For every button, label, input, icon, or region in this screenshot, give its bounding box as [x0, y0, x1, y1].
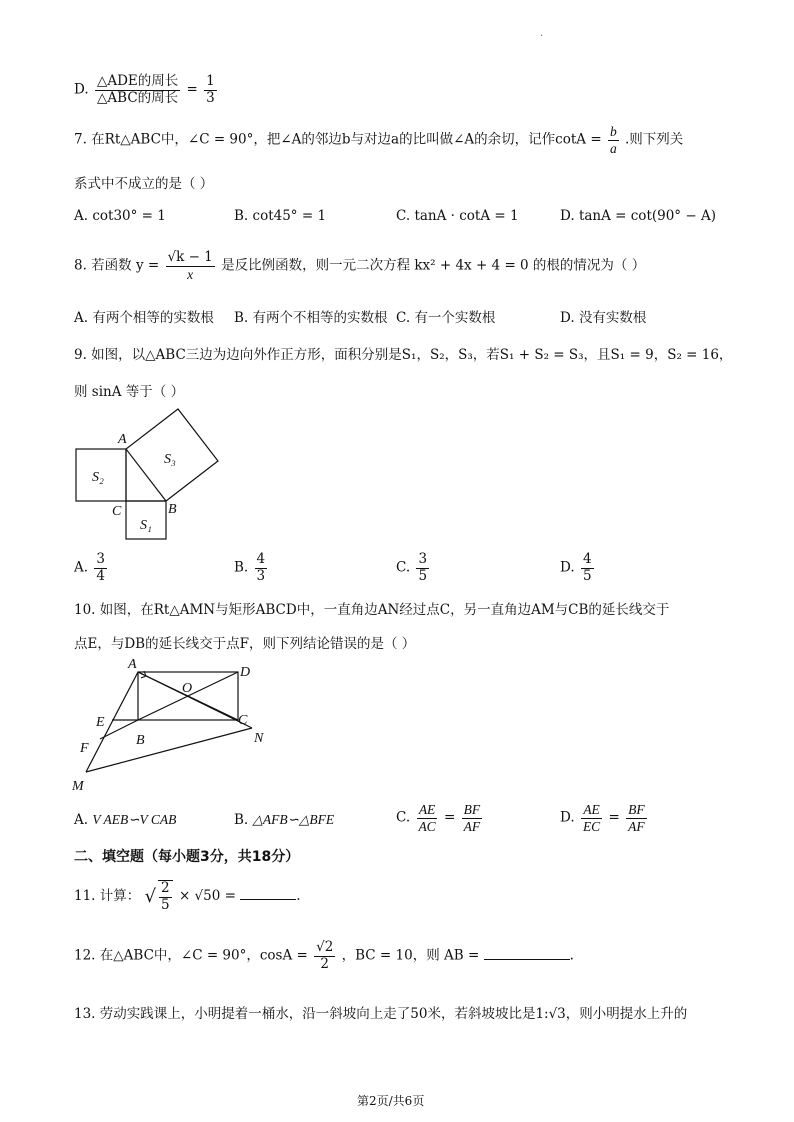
q7-option-d[interactable]: D. tanA = cot(90° − A): [560, 208, 716, 224]
page-number: 第2页/共6页: [357, 1094, 425, 1108]
label-a: A: [128, 657, 137, 672]
q11-answer-blank[interactable]: [240, 899, 296, 900]
q9-option-a[interactable]: A. $\frac{3}{4}$: [74, 551, 105, 584]
q8-stem: 8. 若函数 y = $\frac{√k - 1}{x}$ 是反比例函数，则一元二次方程 kx² + 4x + 4 = 0 的根的情况为（ ）: [74, 249, 646, 282]
label-b: B: [168, 502, 177, 517]
q6-option-d: D. $\frac{\text{△ADE的周长}}{\text{△ABC的周长}}$ = $\frac{1}{3}$: [74, 73, 215, 106]
label-a: A: [118, 432, 127, 447]
q7-option-a[interactable]: A. cot30° = 1: [74, 208, 166, 224]
q7-line2: 系式中不成立的是（ ）: [74, 176, 214, 192]
q9-option-d[interactable]: D. $\frac{4}{5}$: [560, 551, 592, 584]
q9-option-c[interactable]: C. $\frac{3}{5}$: [396, 551, 428, 584]
q7-option-c[interactable]: C. tanA · cotA = 1: [396, 208, 519, 224]
q10-option-c[interactable]: C. $\frac{AE}{AC}$ = $\frac{BF}{AF}$: [396, 802, 481, 834]
extension-db: [100, 720, 138, 739]
q12-answer-blank[interactable]: [484, 959, 570, 960]
q12-stem: 12. 在△ABC中，∠C = 90°，cosA = $\frac{√2}{2}$ ，BC = 10，则 AB = .: [74, 939, 574, 972]
q9-option-b[interactable]: B. $\frac{4}{3}$: [234, 551, 266, 584]
q11-stem: 11. 计算： √ $\frac{2}{5}$ × √50 = .: [74, 880, 301, 913]
label-s1: S₁: [140, 518, 152, 533]
q8-option-d[interactable]: D. 没有实数根: [560, 310, 647, 326]
side-mn: [86, 728, 252, 772]
q8-option-b[interactable]: B. 有两个不相等的实数根: [234, 310, 388, 326]
q7-line1: 7. 在Rt△ABC中，∠C = 90°，把∠A的邻边b与对边a的比叫做∠A的余切，记作cotA = $\frac{b}{a}$ .则下列关: [74, 124, 684, 156]
label-e: E: [96, 715, 105, 730]
q6-d-rhs: $\frac{1}{3}$: [206, 73, 215, 106]
q10-line1: 10. 如图，在Rt△AMN与矩形ABCD中，一直角边AN经过点C，另一直角边AM与CB的延长线交于: [74, 602, 670, 618]
header-mark: .: [540, 28, 544, 39]
q8-option-a[interactable]: A. 有两个相等的实数根: [74, 310, 214, 326]
label-o: O: [182, 681, 193, 696]
side-am: [86, 672, 138, 772]
label-s2: S₂: [92, 470, 104, 485]
q10-figure: [70, 656, 280, 796]
section-title: 二、填空题（每小题3分，共18分）: [74, 849, 300, 865]
q10-option-b[interactable]: B. △AFB∽△BFE: [234, 812, 335, 828]
label-c: C: [238, 713, 248, 728]
label-b: B: [136, 733, 145, 748]
q9-line1: 9. 如图，以△ABC三边为边向外作正方形，面积分别是S₁，S₂，S₃，若S₁ + S₂ = S₃，且S₁ = 9，S₂ = 16，: [74, 347, 733, 363]
label-d: D: [240, 665, 251, 680]
label-n: N: [254, 731, 264, 746]
label-c: C: [112, 504, 122, 519]
q13-stem: 13. 劳动实践课上，小明提着一桶水，沿一斜坡向上走了50米，若斜坡坡比是1:√3，则小明提水上升的: [74, 1006, 688, 1022]
label-s3: S₃: [164, 452, 176, 467]
q10-option-d[interactable]: D. $\frac{AE}{EC}$ = $\frac{BF}{AF}$: [560, 802, 645, 834]
q10-line2: 点E，与DB的延长线交于点F，则下列结论错误的是（ ）: [74, 636, 416, 652]
q9-figure: [60, 405, 240, 545]
q8-option-c[interactable]: C. 有一个实数根: [396, 310, 496, 326]
label-m: M: [72, 779, 84, 794]
q10-option-a[interactable]: A. V AEB∽V CAB: [74, 812, 177, 828]
label-f: F: [80, 741, 89, 756]
q6-d-fraction: $\frac{\text{△ADE的周长}}{\text{△ABC的周长}}$: [96, 73, 179, 106]
q7-option-b[interactable]: B. cot45° = 1: [234, 208, 327, 224]
q9-line2: 则 sinA 等于（ ）: [74, 384, 185, 400]
